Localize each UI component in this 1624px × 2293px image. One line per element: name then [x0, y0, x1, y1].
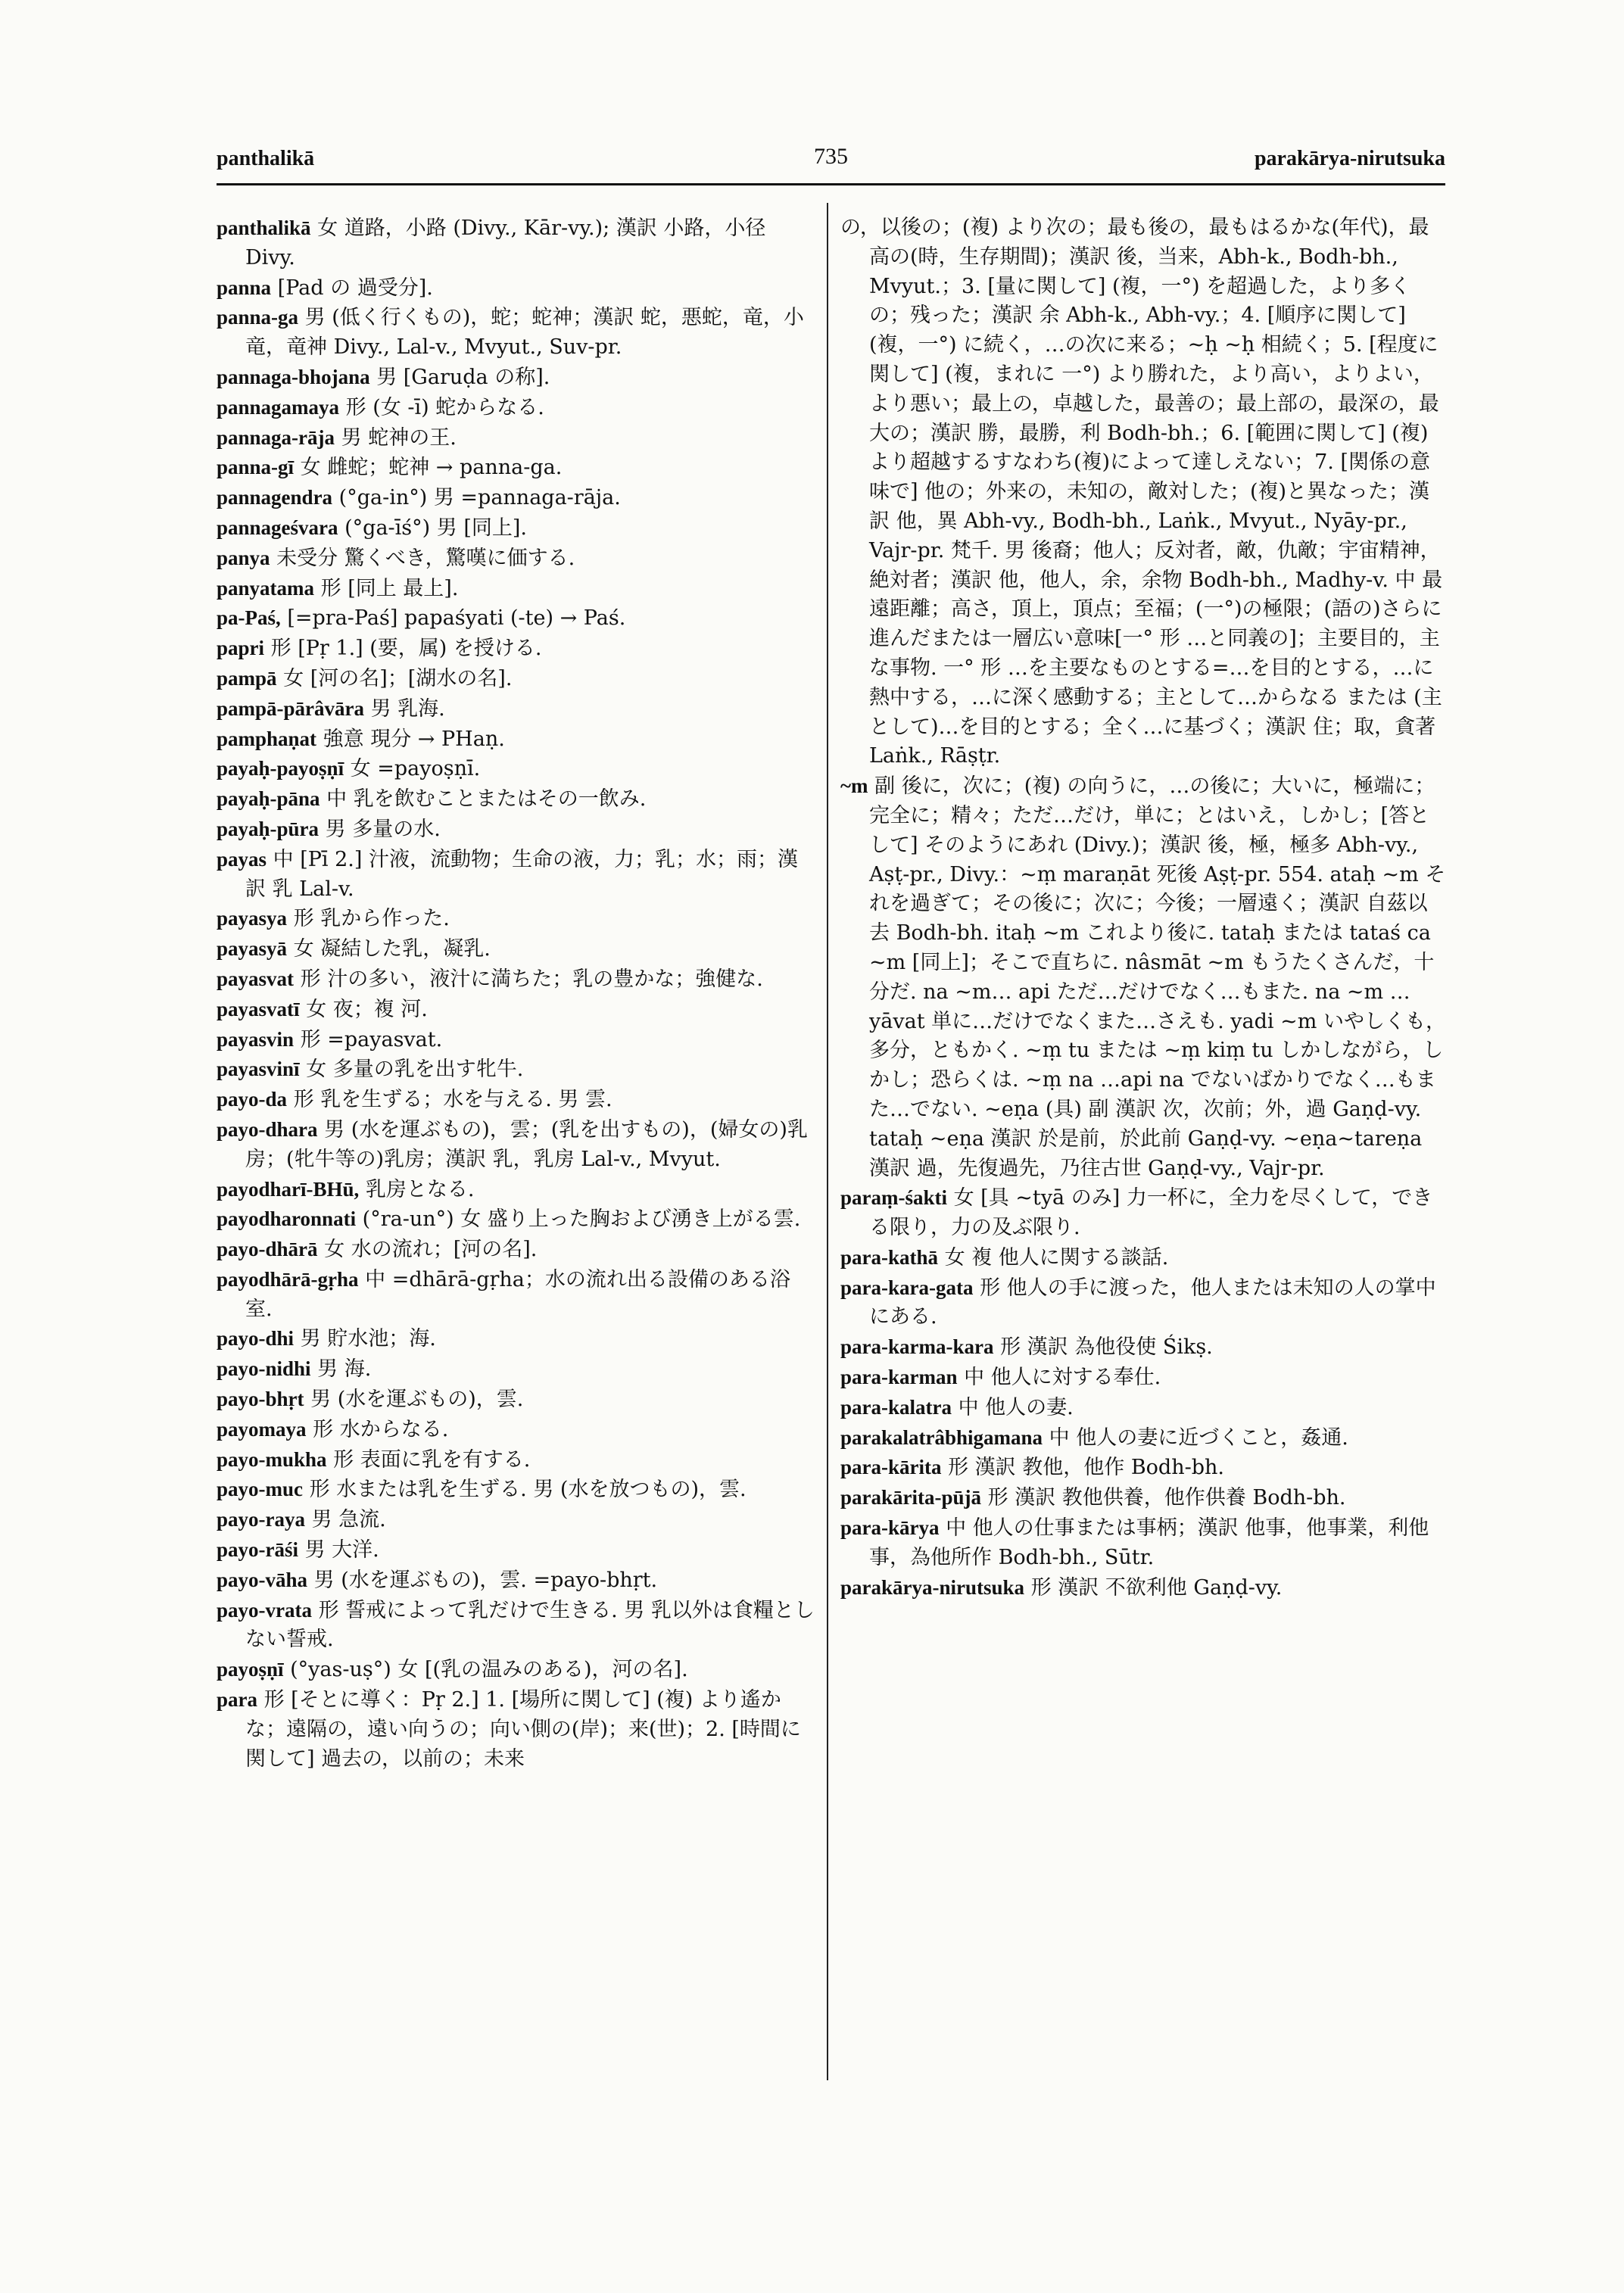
- dictionary-entry: [217, 1055, 815, 1085]
- entry-definition: (°yas-uṣ°) 女 [(乳の温みのある)，河の名].: [290, 1658, 688, 1682]
- entry-definition: 男 大洋.: [304, 1538, 379, 1562]
- entry-definition: 中 他人に対する奉仕.: [964, 1366, 1161, 1390]
- entry-definition: 副 後に，次に；(複) の向うに，…の後に；大いに，極端に；完全に；精々；ただ…だけ，単に；とはいえ，しかし；[答として] そのようにあれ (Divy.)；漢訳 後，極，極多 Abh-vy., Aṣṭ-pr., Divy.：~ṃ maraṇāt 死後 Aṣṭ-pr. 554. ataḥ ~m それを過ぎて；その後に；次に；今後；一層遠く；漢訳 自茲以去 Bodh-bh. itaḥ ~m これより後に. tataḥ または tataś ca ~m [同上]；そこで直ちに. nâsmāt ~m もうたくさんだ，十分だ. na ~m… api ただ…だけでなく…もまた. na ~m …yāvat 単に…だけでなくまた…さえも. yadi ~m いやしくも，多分，ともかく. ~ṃ tu または ~ṃ kiṃ tu しかしながら，しかし；恐らくは. ~ṃ na …api na でないばかりでなく…もまた…でない. ~eṇa (具) 副 漢訳 次，次前；外，過 Gaṇḍ-vy. tataḥ ~eṇa 漢訳 於是前，於此前 Gaṇḍ-vy. ~eṇa~tareṇa 漢訳 過，先復過先，乃往古世 Gaṇḍ-vy., Vajr-pr.: [869, 774, 1446, 1180]
- entry-definition: 男 急流.: [311, 1508, 386, 1532]
- entry-definition: 女 道路，小路 (Divy., Kār-vy.); 漢訳 小路，小径 Divy.: [245, 217, 766, 269]
- entry-definition: 形 漢訳 教他，他作 Bodh-bh.: [948, 1456, 1224, 1480]
- entry-definition: 男 貯水池；海.: [300, 1327, 436, 1351]
- entry-headword: pannaga-bhojana: [217, 365, 370, 388]
- entry-definition: 形 乳を生ずる；水を与える. 男 雲.: [293, 1088, 613, 1112]
- dictionary-entry: [217, 724, 815, 755]
- entry-headword: payo-mukha: [217, 1447, 327, 1471]
- entry-definition: 女 =payoṣṇī.: [350, 757, 481, 781]
- dictionary-entry: [217, 694, 815, 724]
- dictionary-entry: [840, 213, 1446, 771]
- dictionary-entry: [217, 1175, 815, 1205]
- entry-headword: panna-gī: [217, 456, 295, 479]
- dictionary-entry: [217, 845, 815, 905]
- entry-headword: para: [217, 1688, 257, 1712]
- entry-definition: 形 [同上 最上].: [320, 576, 459, 600]
- entry-definition: [=pra-Paś] papaśyati (-te) → Paś.: [287, 606, 626, 631]
- dictionary-entry: [217, 815, 815, 845]
- entry-definition: 女 [河の名]；[湖水の名].: [283, 666, 513, 690]
- entry-definition: 男 (水を運ぶもの)，雲；(乳を出すもの)，(婦女の)乳房；(牝牛等の)乳房；漢訳 乳，乳房 Lal-v., Mvyut.: [245, 1117, 808, 1171]
- entry-definition: (°ga-īś°) 男 [同上].: [344, 516, 528, 540]
- entry-definition: 中 乳を飲むことまたはその一飲み.: [326, 787, 647, 812]
- entry-definition: [Pad の 過受分].: [277, 276, 433, 300]
- entry-headword: pannagamaya: [217, 395, 340, 419]
- entry-definition: 形 漢訳 教他供養，他作供養 Bodh-bh.: [987, 1486, 1346, 1510]
- dictionary-entry: [840, 1332, 1446, 1363]
- header-right-headword: parakārya-nirutsuka: [1254, 147, 1445, 170]
- entry-headword: para-kathā: [840, 1245, 939, 1269]
- entry-headword: parakalatrâbhigamana: [840, 1425, 1043, 1449]
- entry-headword: para-kara-gata: [840, 1276, 974, 1299]
- left-column: [217, 213, 815, 1774]
- entry-definition: 男 海.: [317, 1357, 372, 1382]
- entry-definition: 男 (低く行くもの)，蛇；蛇神；漢訳 蛇，悪蛇，竜，小竜，竜神 Divy., Lal-v., Mvyut., Suv-pr.: [245, 306, 804, 360]
- entry-definition: 中 他人の妻.: [958, 1395, 1074, 1419]
- entry-headword: payasvatī: [217, 997, 300, 1020]
- entry-headword: payo-dhi: [217, 1327, 295, 1351]
- dictionary-entry: [217, 1025, 815, 1055]
- entry-definition: 形 漢訳 不欲利他 Gaṇḍ-vy.: [1030, 1575, 1283, 1600]
- entry-headword: payoṣṇī: [217, 1658, 284, 1681]
- entry-headword: papri: [217, 637, 265, 660]
- entry-headword: pamphaṇat: [217, 727, 317, 750]
- entry-headword: pannageśvara: [217, 516, 338, 539]
- entry-headword: parakārya-nirutsuka: [840, 1575, 1025, 1599]
- entry-definition: 形 =payasvat.: [300, 1027, 443, 1051]
- entry-headword: panna: [217, 276, 272, 299]
- entry-definition: 女 雌蛇；蛇神 → panna-ga.: [300, 456, 563, 480]
- dictionary-entry: [217, 273, 815, 304]
- entry-headword: payaḥ-pūra: [217, 817, 320, 840]
- entry-definition: 形 (女 -ī) 蛇からなる.: [345, 395, 544, 419]
- right-column: [840, 213, 1446, 1603]
- dictionary-entry: [217, 1566, 815, 1596]
- entry-headword: payaḥ-pāna: [217, 787, 320, 811]
- entry-headword: payo-dhārā: [217, 1238, 318, 1261]
- dictionary-entry: [217, 1265, 815, 1325]
- dictionary-entry: [217, 453, 815, 483]
- entry-definition: (°ga-in°) 男 =pannaga-rāja.: [338, 486, 621, 510]
- entry-definition: 男 多量の水.: [325, 817, 441, 841]
- entry-headword: payomaya: [217, 1417, 307, 1441]
- dictionary-entry: [217, 1235, 815, 1265]
- dictionary-entry: [217, 544, 815, 574]
- entry-definition: 形 汁の多い，液汁に満ちた；乳の豊かな；強健な.: [300, 967, 763, 991]
- entry-definition: の，以後の；(複) より次の；最も後の，最もはるかな(年代)，最高の(時，生存期間)；漢訳 後，当来，Abh-k., Bodh-bh., Mvyut.；3. [量に関して] (複，一°) を超過した，より多くの；残った；漢訳 余 Abh-k., Abh-vy.；4. [順序に関して] (複，一°) に続く，…の次に来る；~ḥ ~ḥ 相続く；5. [程度に関して] (複，まれに 一°) より勝れた，より高い，よりよい，より悪い；最上の，卓越した，最善の；最上部の，最深の，最大の；漢訳 勝，最勝，利 Bodh-bh.；6. [範囲に関して] (複)より超越するすなわち(複)によって達しえない；7. [関係の意味で] 他の；外来の，未知の，敵対した；(複)と異なった；漢訳 他，異 Abh-vy., Bodh-bh., Laṅk., Mvyut., Nyāy-pr., Vajr-pr. 梵千. 男 後裔；他人；反対者，敵，仇敵；宇宙精神，絶対者；漢訳 他，他人，余，余物 Bodh-bh., Madhy-v. 中 最遠距離；高さ，頂上，頂点；至福；(一°)の極限；(語の)さらに進んだまたは一層広い意味[一° 形 …と同義の]；主要目的，主な事物. 一° 形 …を主要なものとする=…を目的とする，…に熱中する，…に深く感動する；主として…からなる または (主として)…を目的とする；全く…に基づく；漢訳 住；取，貪著 Laṅk., Rāṣṭr.: [840, 216, 1443, 768]
- entry-headword: payasya: [217, 907, 288, 930]
- entry-headword: payas: [217, 847, 267, 871]
- dictionary-entry: [217, 664, 815, 694]
- entry-headword: payo-da: [217, 1088, 288, 1111]
- entry-headword: para-karma-kara: [840, 1335, 994, 1359]
- entry-headword: para-kalatra: [840, 1395, 952, 1419]
- entry-headword: payodharī-BHū,: [217, 1177, 360, 1201]
- entry-definition: 中 =dhārā-gṛha；水の流れ出る設備のある浴室.: [245, 1267, 790, 1321]
- dictionary-entry: [840, 1273, 1446, 1333]
- entry-headword: panna-ga: [217, 306, 299, 329]
- dictionary-entry: [217, 1475, 815, 1505]
- entry-headword: panya: [217, 546, 270, 569]
- entry-definition: 形 乳から作った.: [293, 907, 450, 931]
- entry-definition: 男 (水を運ぶもの)，雲. =payo-bhṛt.: [313, 1568, 658, 1592]
- dictionary-entry: [217, 1596, 815, 1656]
- entry-definition: 中 [Pī 2.] 汁液，流動物；生命の液，力；乳；水；雨；漢訳 乳 Lal-v.: [245, 847, 799, 901]
- entry-headword: para-kārya: [840, 1516, 940, 1540]
- entry-definition: 女 複 他人に関する談話.: [944, 1245, 1169, 1270]
- entry-definition: 男 蛇神の王.: [341, 425, 457, 450]
- dictionary-entry: [840, 1513, 1446, 1573]
- entry-headword: payasvin: [217, 1027, 295, 1051]
- entry-definition: 形 誓戒によって乳だけで生きる. 男 乳以外は食糧としない誓戒.: [245, 1598, 815, 1652]
- header-left-headword: panthalikā: [217, 147, 315, 170]
- entry-headword: payodhārā-gṛha: [217, 1267, 359, 1291]
- dictionary-entry: [217, 1204, 815, 1235]
- dictionary-entry: [217, 1115, 815, 1175]
- dictionary-entry: [840, 771, 1446, 1183]
- dictionary-entry: [840, 1483, 1446, 1513]
- dictionary-entry: [840, 1453, 1446, 1483]
- dictionary-entry: [840, 1393, 1446, 1423]
- entry-definition: 形 表面に乳を有する.: [333, 1447, 531, 1472]
- entry-headword: paraṃ-śakti: [840, 1186, 947, 1210]
- entry-definition: (°ra-un°) 女 盛り上った胸および湧き上がる雲.: [362, 1207, 801, 1232]
- entry-headword: payaḥ-payoṣṇī: [217, 757, 344, 780]
- entry-headword: payo-nidhi: [217, 1357, 311, 1381]
- entry-definition: 女 凝結した乳，凝乳.: [293, 937, 491, 961]
- entry-headword: pampā-pārâvāra: [217, 696, 364, 720]
- dictionary-entry: [217, 754, 815, 784]
- dictionary-entry: [217, 393, 815, 423]
- dictionary-entry: [217, 1324, 815, 1354]
- entry-definition: 中 他人の妻に近づくこと，姦通.: [1049, 1425, 1348, 1450]
- entry-definition: 男 乳海.: [370, 696, 445, 721]
- dictionary-entry: [217, 1535, 815, 1566]
- dictionary-entry: [840, 1183, 1446, 1243]
- dictionary-entry: [217, 1415, 815, 1445]
- dictionary-entry: [217, 934, 815, 964]
- entry-definition: 形 水または乳を生ずる. 男 (水を放つもの)，雲.: [309, 1478, 747, 1502]
- dictionary-entry: [217, 1685, 815, 1774]
- entry-definition: 女 水の流れ；[河の名].: [324, 1238, 538, 1262]
- running-header: [217, 144, 1445, 185]
- dictionary-entry: [217, 513, 815, 544]
- dictionary-entry: [217, 784, 815, 815]
- entry-headword: payo-vāha: [217, 1568, 308, 1591]
- entry-headword: panyatama: [217, 576, 315, 600]
- entry-definition: 形 水からなる.: [313, 1417, 449, 1441]
- entry-definition: 女 夜；複 河.: [306, 997, 428, 1021]
- dictionary-entry: [217, 1655, 815, 1685]
- entry-definition: 未受分 驚くべき，驚嘆に価する.: [276, 546, 575, 570]
- entry-headword: payo-muc: [217, 1478, 303, 1501]
- entry-headword: payo-bhṛt: [217, 1388, 304, 1411]
- entry-definition: 形 [そとに導く：Pṛ 2.] 1. [場所に関して] (複) より遙かな；遠隔の，遠い向うの；向い側の(岸)；来(世)；2. [時間に関して] 過去の，以前の；未来: [245, 1688, 801, 1771]
- column-divider: [827, 203, 828, 2080]
- entry-headword: panthalikā: [217, 217, 311, 239]
- entry-definition: 男 (水を運ぶもの)，雲.: [310, 1388, 524, 1412]
- entry-definition: 形 他人の手に渡った，他人または未知の人の掌中にある.: [869, 1276, 1436, 1329]
- entry-definition: 女 多量の乳を出す牝牛.: [306, 1058, 524, 1082]
- entry-definition: 形 漢訳 為他役使 Śikṣ.: [1000, 1335, 1213, 1360]
- entry-headword: pa-Paś,: [217, 606, 281, 630]
- dictionary-entry: [217, 603, 815, 634]
- dictionary-entry: [840, 1243, 1446, 1273]
- entry-headword: payo-dhara: [217, 1117, 318, 1141]
- entry-headword: pampā: [217, 666, 277, 690]
- dictionary-entry: [840, 1573, 1446, 1603]
- entry-definition: 乳房となる.: [365, 1177, 475, 1201]
- dictionary-entry: [217, 574, 815, 604]
- entry-headword: payo-rāśi: [217, 1538, 298, 1562]
- entry-headword: payo-raya: [217, 1508, 305, 1531]
- dictionary-entry: [217, 964, 815, 995]
- entry-headword: payodharonnati: [217, 1207, 357, 1231]
- dictionary-entry: [217, 213, 815, 273]
- entry-definition: 女 [具 ~tyā のみ] 力一杯に，全力を尽くして，できる限り，力の及ぶ限り.: [869, 1186, 1433, 1240]
- entry-headword: payo-vrata: [217, 1598, 312, 1622]
- dictionary-entry: [217, 904, 815, 934]
- entry-headword: payasvinī: [217, 1058, 300, 1081]
- entry-definition: 中 他人の仕事または事柄；漢訳 他事，他事業，利他事，為他所作 Bodh-bh., Sūtr.: [869, 1516, 1429, 1569]
- entry-definition: 形 [Pṛ 1.] (要，属) を授ける.: [270, 637, 542, 661]
- entry-headword: payasvat: [217, 967, 295, 990]
- dictionary-entry: [217, 995, 815, 1025]
- entry-headword: pannaga-rāja: [217, 425, 335, 449]
- dictionary-entry: [217, 1085, 815, 1115]
- dictionary-entry: [217, 423, 815, 453]
- dictionary-entry: [217, 1505, 815, 1535]
- entry-headword: para-kārita: [840, 1456, 942, 1479]
- entry-headword: para-karman: [840, 1366, 958, 1389]
- dictionary-entry: [217, 634, 815, 664]
- entry-definition: 男 [Garuḍa の称].: [376, 365, 550, 389]
- entry-headword: parakārita-pūjā: [840, 1486, 982, 1509]
- entry-headword: ~m: [840, 774, 868, 798]
- dictionary-entry: [840, 1363, 1446, 1393]
- page-number: 735: [814, 144, 848, 169]
- entry-definition: 強意 現分 → PHaṇ.: [323, 727, 505, 751]
- entry-headword: pannagendra: [217, 486, 333, 509]
- dictionary-entry: [217, 303, 815, 363]
- entry-headword: payasyā: [217, 937, 288, 961]
- dictionary-entry: [217, 363, 815, 393]
- dictionary-entry: [217, 1354, 815, 1385]
- dictionary-entry: [217, 483, 815, 513]
- dictionary-entry: [840, 1423, 1446, 1453]
- dictionary-entry: [217, 1385, 815, 1415]
- dictionary-entry: [217, 1445, 815, 1475]
